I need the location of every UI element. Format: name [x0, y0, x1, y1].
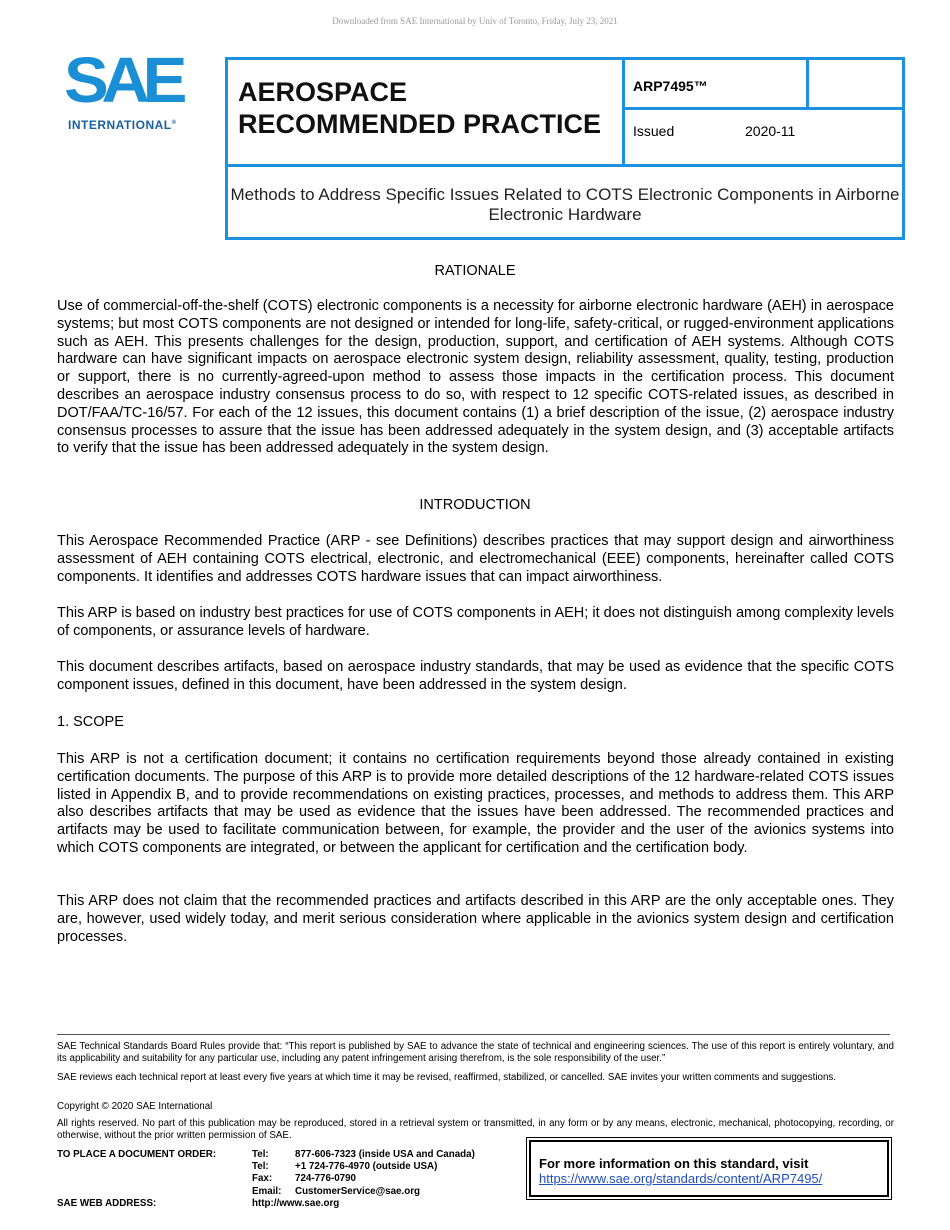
introduction-paragraph-2: This ARP is based on industry best practices for use of COTS components in AEH; it does not distinguish among complexity levels of components, or assurance levels of hardware. — [57, 605, 894, 639]
document-number: ARP7495™ — [625, 60, 809, 110]
document-header-box — [225, 57, 905, 240]
document-title: Methods to Address Specific Issues Related to COTS Electronic Components in Airborne Electronic Hardware — [230, 185, 900, 224]
scope-paragraph-1: This ARP is not a certification document; it contains no certification requirements beyond those already contained in existing certification documents. The purpose of this ARP is to provide more detailed descriptions of the 12 hardware-related COTS issues listed in Appendix B, and to provide recommendations on existing practices, processes, and methods to address them. This ARP also describes artifacts that may be used as evidence that the issues have been addressed. The recommended practices and artifacts may be used to facilitate communication between, for example, the provider and the user of the avionics systems into which COTS components are integrated, or between the applicant for certification and the certification body. — [57, 751, 894, 856]
footer-review-note: SAE reviews each technical report at least every five years at which time it may be revised, reaffirmed, stabilized, or cancelled. SAE invites your written comments and suggestions. — [57, 1072, 837, 1083]
web-address[interactable]: http://www.sae.org — [252, 1198, 340, 1209]
sae-logo-sub: INTERNATIONAL® — [68, 118, 177, 132]
footer-divider — [57, 1034, 890, 1035]
header-blank-cell — [809, 60, 902, 110]
email-label: Email: — [252, 1186, 282, 1197]
fax-label: Fax: — [252, 1173, 273, 1184]
fax-number: 724-776-0790 — [295, 1173, 357, 1184]
introduction-paragraph-1: This Aerospace Recommended Practice (ARP - see Definitions) describes practices that may support design and airworthiness assessment of AEH containing COTS electrical, electronic, and electromechanical (EEE) components, hereinafter called COTS components. It identifies and addresses COTS hardware issues that can impact airworthiness. — [57, 533, 894, 585]
footer-rules-note: SAE Technical Standards Board Rules provide that: “This report is published by SAE to advance the state of technical and engineering sciences. The use of this report is entirely voluntary, and its applicability and suitability for any particular use, including any patent infringement arising therefrom, is the sole responsibility of the user.” — [57, 1041, 894, 1064]
more-info-heading: For more information on this standard, visit — [539, 1156, 809, 1171]
introduction-paragraph-3: This document describes artifacts, based on aerospace industry standards, that may be used as evidence that the specific COTS component issues, defined in this document, have been addressed in the system design. — [57, 659, 894, 693]
issued-label: Issued — [633, 123, 675, 139]
footer-rights: All rights reserved. No part of this publication may be reproduced, stored in a retrieval system or transmitted, in any form or by any means, electronic, mechanical, photocopying, recording, or otherwise, without the prior written permission of SAE. — [57, 1118, 894, 1141]
tel-2: +1 724-776-4970 (outside USA) — [295, 1161, 438, 1172]
sae-logo — [64, 44, 194, 136]
rationale-heading: RATIONALE — [434, 263, 516, 279]
more-info-box — [526, 1137, 892, 1200]
tel-label-1: Tel: — [252, 1149, 269, 1160]
tel-1: 877-606-7323 (inside USA and Canada) — [295, 1149, 475, 1160]
download-banner: Downloaded from SAE International by Univ of Toronto, Friday, July 23, 2021 — [332, 16, 618, 26]
order-label: TO PLACE A DOCUMENT ORDER: — [57, 1149, 217, 1160]
footer-copyright: Copyright © 2020 SAE International — [57, 1101, 213, 1112]
issued-cell — [625, 110, 902, 167]
document-type: AEROSPACE RECOMMENDED PRACTICE — [228, 60, 625, 167]
sae-logo-letters: SAE — [64, 44, 181, 116]
standard-link[interactable]: https://www.sae.org/standards/content/ARP7495/ — [539, 1171, 823, 1186]
issued-date: 2020-11 — [745, 123, 796, 139]
scope-heading: 1. SCOPE — [57, 714, 124, 730]
web-label: SAE WEB ADDRESS: — [57, 1198, 157, 1209]
email-address[interactable]: CustomerService@sae.org — [295, 1186, 420, 1197]
tel-label-2: Tel: — [252, 1161, 269, 1172]
rationale-paragraph: Use of commercial-off-the-shelf (COTS) electronic components is a necessity for airborne electronic hardware (AEH) in aerospace systems; but most COTS components are not designed or intended for long-life, safety-critical, or rugged-environment applications such as AEH. This presents challenges for the design, production, support, and certification of AEH systems. Although COTS hardware can have significant impacts on aerospace electronic system design, reliability assessment, quality, testing, production or support, there is no currently-agreed-upon method to assess those impacts in the certification process. This document describes an aerospace industry consensus process to do so, with respect to 12 specific COTS-related issues, as described in DOT/FAA/TC-16/57. For each of the 12 issues, this document contains (1) a brief description of the issue, (2) aerospace industry consensus processes to assure that the issue has been addressed adequately in the system design, and (3) acceptable artifacts to verify that the issue has been addressed adequately in the system design. — [57, 298, 894, 457]
introduction-heading: INTRODUCTION — [419, 497, 531, 513]
scope-paragraph-2: This ARP does not claim that the recommended practices and artifacts described in this ARP are the only acceptable ones. They are, however, used widely today, and merit serious consideration where applicable in the avionics system design and certification processes. — [57, 893, 894, 945]
